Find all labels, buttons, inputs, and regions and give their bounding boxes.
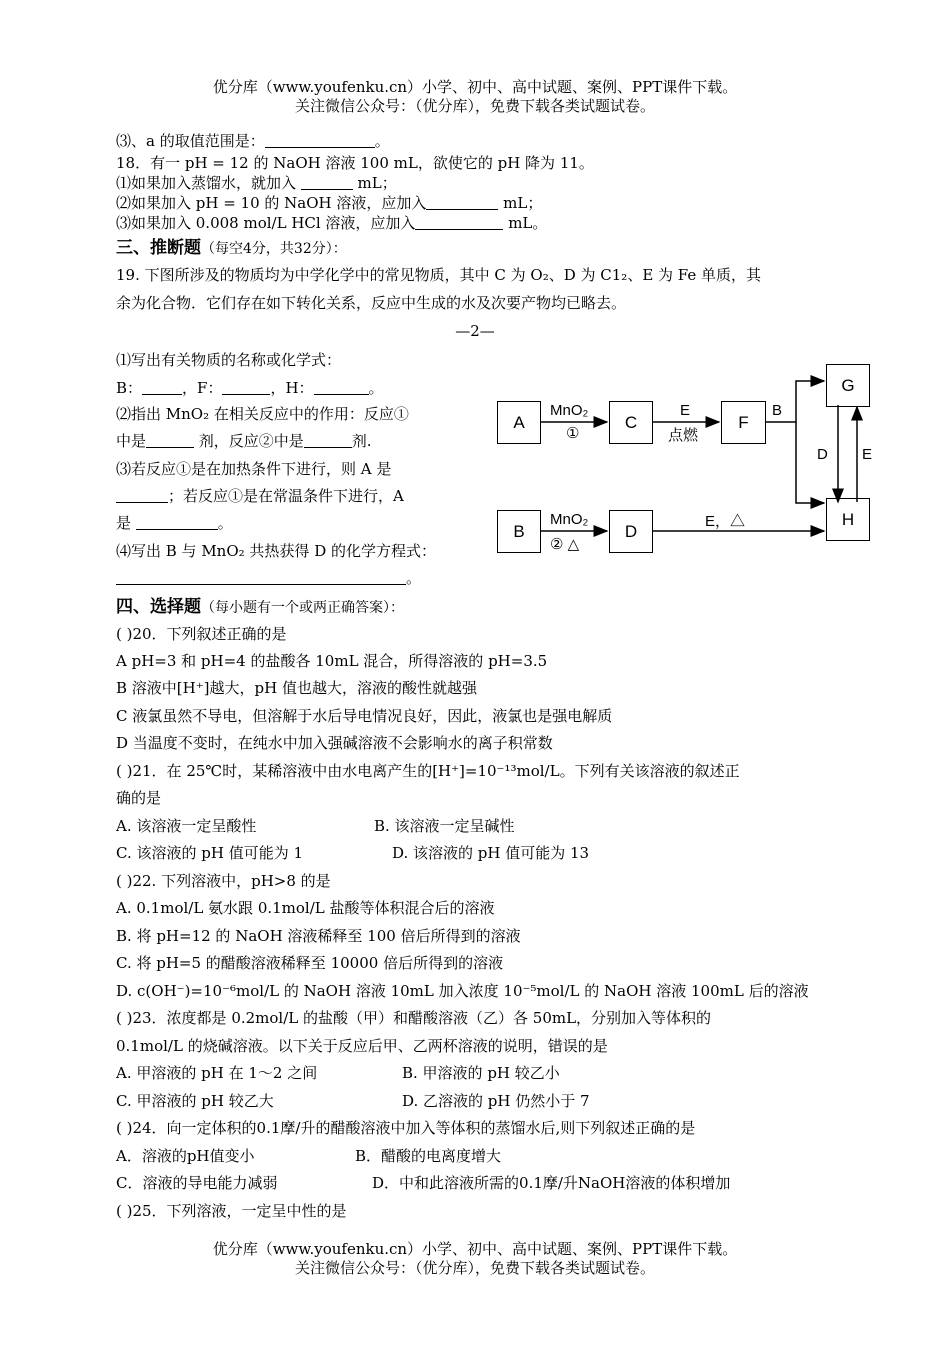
q19-stem-1: 19. 下图所涉及的物质均为中学化学中的常见物质，其中 C 为 O₂、D 为 C1₂、E 为 Fe 单质，其: [116, 266, 762, 284]
node-f: F: [721, 401, 766, 444]
node-g: G: [826, 364, 870, 407]
q23-stem-1: ( )23．浓度都是 0.2mol/L 的盐酸（甲）和醋酸溶液（乙）各 50mL，分别加入等体积的: [116, 1009, 712, 1027]
q17-part3: ⑶、a 的取值范围是： 。: [116, 132, 390, 150]
q18-part3: ⑶如果加入 0.008 mol/L HCl 溶液，应加入 mL。: [116, 214, 548, 232]
q20-option-a: A pH=3 和 pH=4 的盐酸各 10mL 混合，所得溶液的 pH=3.5: [116, 652, 548, 670]
q19-part3-line2: ；若反应①是在常温条件下进行，A: [116, 486, 404, 506]
q19-part1-blanks: B： ，F： ，H： 。: [116, 379, 384, 397]
label-mno2-1: MnO₂: [550, 402, 589, 419]
page-number: —2—: [455, 322, 495, 340]
q20-option-c: C 液氯虽然不导电，但溶解于水后导电情况良好，因此，液氯也是强电解质: [116, 707, 613, 725]
q24-option-c: C．溶液的导电能力减弱: [116, 1174, 278, 1192]
q24-stem: ( )24．向一定体积的0.1摩/升的醋酸溶液中加入等体积的蒸馏水后,则下列叙述正确的是: [116, 1119, 696, 1137]
q23-option-c: C. 甲溶液的 pH 较乙大: [116, 1092, 274, 1110]
node-h: H: [826, 498, 870, 541]
q24-option-a: A．溶液的pH值变小: [116, 1147, 255, 1165]
q23-option-b: B. 甲溶液的 pH 较乙小: [402, 1064, 560, 1082]
q25-stem: ( )25．下列溶液，一定呈中性的是: [116, 1202, 347, 1220]
q20-option-d: D 当温度不变时，在纯水中加入强碱溶液不会影响水的离子积常数: [116, 734, 553, 752]
q19-part2: ⑵指出 MnO₂ 在相关反应中的作用：反应①: [116, 405, 409, 423]
label-b: B: [772, 402, 783, 419]
q21-option-d: D. 该溶液的 pH 值可能为 13: [392, 844, 590, 862]
label-reaction-1: ①: [566, 425, 580, 442]
q24-option-d: D．中和此溶液所需的0.1摩/升NaOH溶液的体积增加: [372, 1174, 731, 1192]
q21-stem-2: 确的是: [116, 789, 162, 807]
q23-option-d: D. 乙溶液的 pH 仍然小于 7: [402, 1092, 590, 1110]
q21-option-b: B. 该溶液一定呈碱性: [374, 817, 515, 835]
header-line-2: 关注微信公众号：（优分库），免费下载各类试题试卷。: [294, 97, 655, 115]
node-c: C: [609, 401, 653, 444]
q22-option-b: B. 将 pH=12 的 NaOH 溶液稀释至 100 倍后所得到的溶液: [116, 927, 521, 945]
q23-stem-2: 0.1mol/L 的烧碱溶液。以下关于反应后甲、乙两杯溶液的说明，错误的是: [116, 1037, 608, 1055]
node-a: A: [497, 401, 541, 444]
section-4-title: 四、选择题（每小题有一个或两正确答案）：: [116, 597, 404, 617]
q22-option-d: D. c(OH⁻)=10⁻⁶mol/L 的 NaOH 溶液 10mL 加入浓度 10⁻⁵mol/L 的 NaOH 溶液 100mL 后的溶液: [116, 982, 809, 1000]
label-e-top: E: [680, 402, 691, 419]
q22-option-a: A. 0.1mol/L 氨水跟 0.1mol/L 盐酸等体积混合后的溶液: [116, 899, 495, 917]
q19-part1: ⑴写出有关物质的名称或化学式：: [116, 351, 342, 369]
q21-option-a: A. 该溶液一定呈酸性: [116, 817, 257, 835]
header-line-1: 优分库（www.youfenku.cn）小学、初中、高中试题、案例、PPT课件下载。: [212, 78, 738, 96]
label-e-heat: E，△: [705, 513, 746, 530]
label-ignite: 点燃: [668, 427, 699, 444]
q19-stem-2: 余为化合物．它们存在如下转化关系，反应中生成的水及次要产物均已略去。: [116, 294, 627, 312]
footer-line-1: 优分库（www.youfenku.cn）小学、初中、高中试题、案例、PPT课件下载。: [212, 1240, 738, 1258]
q22-option-c: C. 将 pH=5 的醋酸溶液稀释至 10000 倍后所得到的溶液: [116, 954, 504, 972]
label-e-right: E: [862, 446, 873, 463]
label-mno2-2: MnO₂: [550, 511, 589, 528]
q18-part1: ⑴如果加入蒸馏水，就加入 mL；: [116, 174, 397, 192]
q19-part2-blanks: 中是 剂，反应②中是 剂.: [116, 432, 372, 450]
label-d: D: [817, 446, 828, 463]
q21-stem-1: ( )21．在 25℃时，某稀溶液中由水电离产生的[H⁺]=10⁻¹³mol/L。下列有关该溶液的叙述正: [116, 762, 740, 780]
q19-part3: ⑶若反应①是在加热条件下进行，则 A 是: [116, 460, 392, 478]
section-3-title: 三、推断题（每空4分，共32分）：: [116, 238, 347, 258]
q18-part2: ⑵如果加入 pH = 10 的 NaOH 溶液，应加入 mL；: [116, 194, 543, 212]
footer-line-2: 关注微信公众号：（优分库），免费下载各类试题试卷。: [294, 1259, 655, 1277]
q23-option-a: A. 甲溶液的 pH 在 1～2 之间: [116, 1064, 318, 1082]
q22-stem: ( )22. 下列溶液中，pH>8 的是: [116, 872, 331, 890]
q21-option-c: C. 该溶液的 pH 值可能为 1: [116, 844, 304, 862]
label-reaction-2: ② △: [550, 536, 580, 553]
q24-option-b: B．醋酸的电离度增大: [355, 1147, 502, 1165]
q19-part3-line3: 是 。: [116, 514, 233, 532]
node-d: D: [609, 510, 653, 553]
node-b: B: [497, 510, 541, 553]
q18-stem: 18．有一 pH = 12 的 NaOH 溶液 100 mL，欲使它的 pH 降为 11。: [116, 154, 594, 172]
q20-stem: ( )20．下列叙述正确的是: [116, 625, 287, 643]
q19-part4-line2: 。: [116, 568, 421, 588]
q20-option-b: B 溶液中[H⁺]越大，pH 值也越大，溶液的酸性就越强: [116, 679, 477, 697]
q19-part4: ⑷写出 B 与 MnO₂ 共热获得 D 的化学方程式：: [116, 542, 436, 560]
